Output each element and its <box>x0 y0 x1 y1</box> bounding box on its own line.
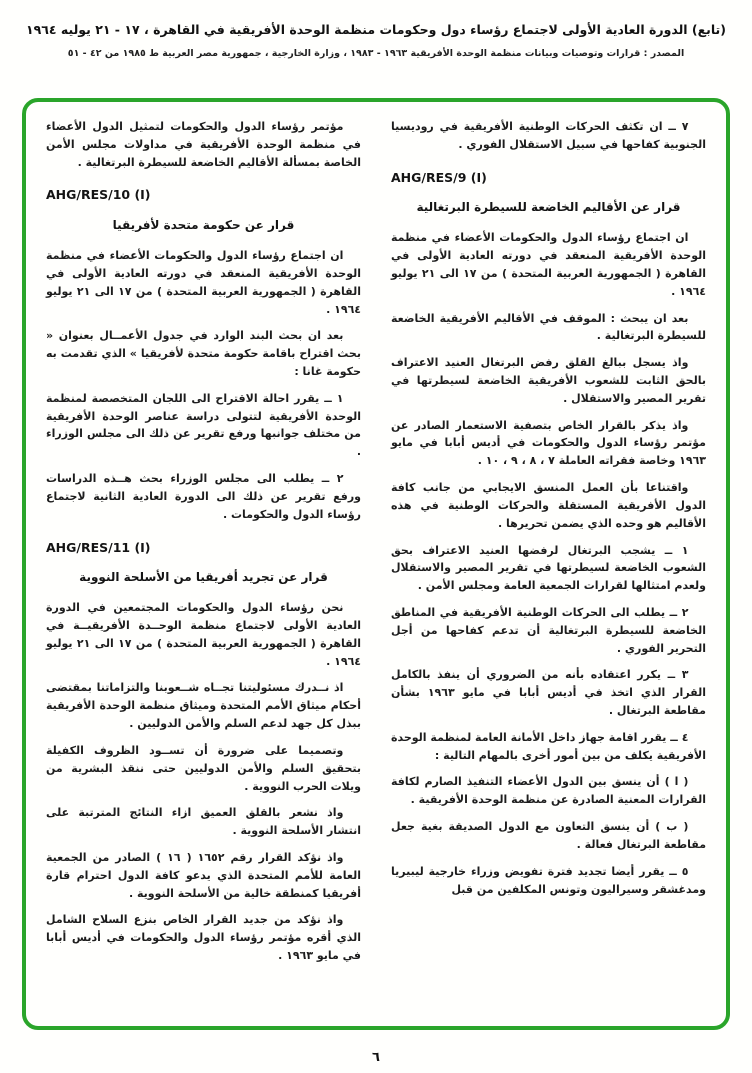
paragraph-item-7: ٧ ــ ان تكثف الحركات الوطنية الأفريقية في روديسيا الجنوبية كفاحها في سبيل الاستقلال الفوري . <box>391 120 706 151</box>
res9-paragraph: بعد ان يبحث : الموقف في الأقاليم الأفريقية الخاضعة للسيطرة البرتغالية . <box>391 311 706 343</box>
res9-paragraph: واذ يسجل ببالغ القلق رفض البرتغال العنيد الاعتراف بالحق الثابت للشعوب الأفريقية الخاضعة لسيطرتها في تقرير المصير والاستقلال . <box>391 356 706 405</box>
res9-paragraph: ٢ ــ يطلب الى الحركات الوطنية الأفريقية في المناطق الخاضعة للسيطرة البرتغالية أن تدعم كفاحها من أجل التحرير الفوري . <box>391 605 706 655</box>
res10-paragraph: ان اجتماع رؤساء الدول والحكومات الأعضاء في منظمة الوحدة الأفريقية المنعقد في دورته العادية الأولى في القاهرة ( الجمهورية العربية المتحدة ) من ١٧ الى ٢١ يوليو ١٩٦٤ . <box>46 249 361 316</box>
column-right <box>391 118 706 1016</box>
res9-paragraph: ( ا ) أن ينسق بين الدول الأعضاء التنفيذ الصارم لكافة القرارات المعنية الصادرة عن منظمة الوحدة الأفريقية . <box>391 775 706 807</box>
res11-paragraph: واذ نؤكد من جديد القرار الخاص بنزع السلاح الشامل الذي أقره مؤتمر رؤساء الدول والحكومات في أديس أبابا في مايو ١٩٦٣ . <box>46 913 361 962</box>
res10-paragraph: بعد ان بحث البند الوارد في جدول الأعمــال بعنوان « بحث اقتراح باقامة حكومة متحدة لأفريقيا » الذي تقدمت به حكومة غانا : <box>46 329 361 378</box>
resolution-code-res9: AHG/RES/9 (I) <box>391 169 487 185</box>
continuation-paragraph: مؤتمر رؤساء الدول والحكومات لتمثيل الدول الأعضاء في منظمة الوحدة الأفريقية في مداولات مجلس الأمن الخاصة بمسألة الأقاليم الخاضعة للسيطرة البرتغالية . <box>46 120 361 169</box>
res9-paragraph: ( ب ) أن ينسق التعاون مع الدول الصديقة بغية جعل مقاطعة البرتغال فعالة . <box>391 820 706 851</box>
res11-paragraph: واذ نشعر بالقلق العميق ازاء النتائج المترتبة على انتشار الأسلحة النووية . <box>46 806 361 838</box>
res11-paragraph: واذ نؤكد القرار رقم ١٦٥٢ ( ١٦ ) الصادر من الجمعية العامة للأمم المتحدة الذي يدعو كافة الدول احترام قارة أفريقيا كمنطقة خالية من الأسلحة النووية . <box>46 850 361 900</box>
resolution-title-res11: قرار عن تجريد أفريقيا من الأسلحة النووية <box>79 569 328 584</box>
page-number: ٦ <box>372 1050 380 1065</box>
res9-paragraph: ٣ ــ يكرر اعتقاده بأنه من الضروري أن ينفذ بالكامل القرار الذي اتخذ في أديس أبابا في مايو ١٩٦٣ بشأن مقاطعة البرتغال . <box>391 668 706 717</box>
res11-paragraph: نحن رؤساء الدول والحكومات المجتمعين في الدورة العادية الأولى لاجتماع منظمة الوحــدة الأفريقيــة في القاهرة ( الجمهورية العربية المتحدة ) من ١٧ الى ٢١ يوليو ١٩٦٤ . <box>46 601 361 668</box>
document-header <box>0 22 752 59</box>
header-title: (تابع) الدورة العادية الأولى لاجتماع رؤساء دول وحكومات منظمة الوحدة الأفريقية في القاهرة ، ١٧ - ٢١ يوليه ١٩٦٤ <box>26 22 726 37</box>
res10-paragraph: ١ ــ يقرر احالة الاقتراح الى اللجان المتخصصة لمنظمة الوحدة الأفريقية لتتولى دراسة عناصر الوحدة الأفريقية من مختلف جوانبها ورفع تقرير عن ذلك الى مجلس الوزراء . <box>46 391 361 459</box>
res9-paragraph: ان اجتماع رؤساء الدول والحكومات الأعضاء في منظمة الوحدة الأفريقية المنعقد في دورته العادية الأولى في القاهرة ( الجمهورية العربية المتحدة ) من ١٧ الى ٢١ يوليو ١٩٦٤ . <box>391 231 706 298</box>
resolution-title-res10: قرار عن حكومة متحدة لأفريقيا <box>112 217 295 232</box>
resolution-code-res11: AHG/RES/11 (I) <box>46 539 151 555</box>
green-content-frame <box>22 98 730 1030</box>
header-source: المصدر : قرارات وتوصيات وبيانات منظمة الوحدة الأفريقية ١٩٦٣ - ١٩٨٣ ، وزارة الخارجية ، جمهورية مصر العربية ط ١٩٨٥ من ٤٢ - ٥١ <box>67 48 685 59</box>
res11-paragraph: وتصميما على ضرورة أن تســود الظروف الكفيلة بتحقيق السلم والأمن الدوليين حتى ننقذ البشرية من ويلات الحرب النووية . <box>46 743 361 793</box>
two-column-layout <box>46 118 706 1016</box>
resolution-title-res9: قرار عن الأقاليم الخاضعة للسيطرة البرتغالية <box>416 199 681 214</box>
res10-paragraph: ٢ ــ يطلب الى مجلس الوزراء بحث هــذه الدراسات ورفع تقرير عن ذلك الى الدورة العادية الثانية لاجتماع رؤساء الدول والحكومات . <box>46 472 361 521</box>
res9-paragraph: ٥ ــ يقرر أيضا تجديد فترة تفويض وزراء خارجية ليبيريا ومدغشقر وسيراليون وتونس المكلفين من قبل <box>391 864 706 896</box>
column-left <box>46 118 361 1016</box>
res11-paragraph: اذ نــدرك مسئوليتنا تجــاه شــعوبنا والتزاماتنا بمقتضى أحكام ميثاق الأمم المتحدة وميثاق منظمة الوحدة الأفريقية ببذل كل جهد لدعم السلم والأمن الدوليين . <box>46 681 361 731</box>
res9-paragraph: ٤ ــ يقرر اقامة جهاز داخل الأمانة العامة لمنظمة الوحدة الأفريقية يكلف من بين أمور أخرى بالمهام التالية : <box>391 730 706 762</box>
res9-paragraph: واقتناعا بأن العمل المنسق الايجابي من جانب كافة الدول الأفريقية المستقلة والحركات الوطنية في هذه الأقاليم هو وحده الذي يضمن تحريرها . <box>391 481 706 530</box>
res9-paragraph: واذ يذكر بالقرار الخاص بتصفية الاستعمار الصادر عن مؤتمر رؤساء الدول والحكومات في أديس أبابا في مايو ١٩٦٣ وخاصة فقراته العاملة ٧ ، ٨ ، ٩ ، ١٠ . <box>391 418 706 468</box>
resolution-code-res10: AHG/RES/10 (I) <box>46 187 151 203</box>
res9-paragraph: ١ ــ يشجب البرتغال لرفضها العنيد الاعتراف بحق الشعوب الخاضعة لسيطرتها في تقرير المصير والاستقلال ولعدم امتثالها لقرارات الجمعية العامة ومجلس الأمن . <box>391 543 706 593</box>
